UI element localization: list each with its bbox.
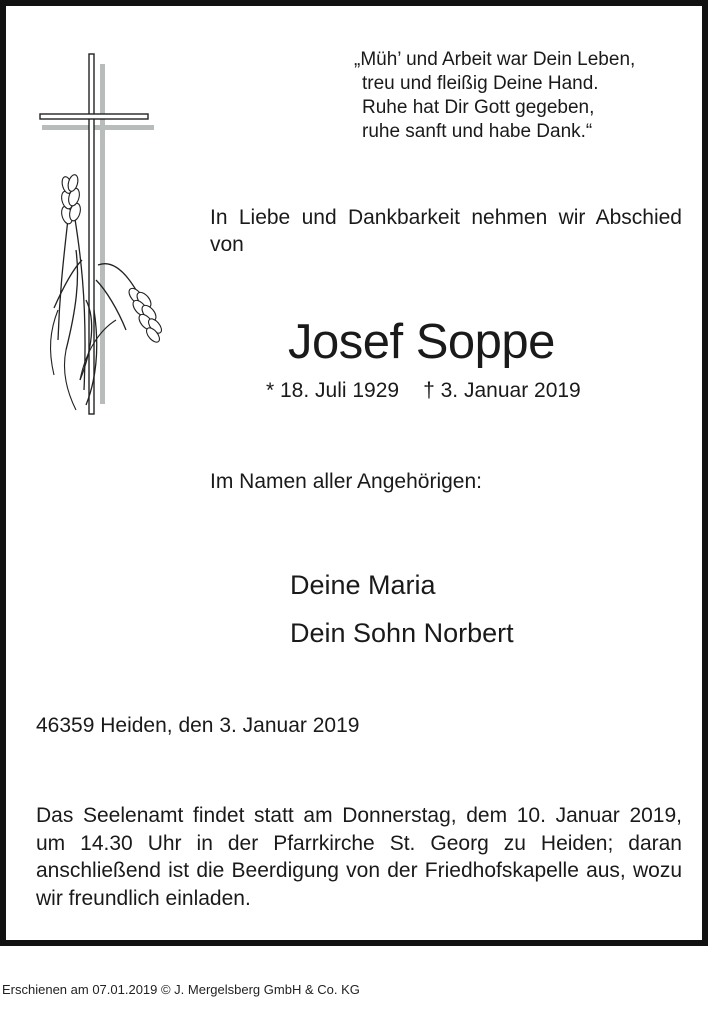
mourner-name: Deine Maria [290,570,436,600]
quote-block [354,48,635,144]
quote-line: ruhe sanft und habe Dank.“ [362,121,593,142]
life-dates [266,379,581,403]
mourners-intro: Im Namen aller Angehörigen: [210,470,482,493]
publication-footer: Erschienen am 07.01.2019 © J. Mergelsberg GmbH & Co. KG [2,982,360,997]
place-date: 46359 Heiden, den 3. Januar 2019 [36,714,360,737]
quote-line: „Müh’ und Arbeit war Dein Leben, [354,49,636,70]
intro-text: In Liebe und Dankbarkeit nehmen wir Abschied von [210,206,682,256]
death-date: † 3. Januar 2019 [423,379,581,402]
service-text: Das Seelenamt findet statt am Donnerstag, dem 10. Januar 2019, um 14.30 Uhr in der Pfarrkirche St. Georg zu Heiden; daran anschließend ist die Beerdigung von der Friedhofskapelle aus, wozu wir freundlich einladen. [36,804,682,910]
mourner-name: Dein Sohn Norbert [290,618,514,648]
birth-date: * 18. Juli 1929 [266,379,400,402]
quote-line: Ruhe hat Dir Gott gegeben, [362,97,595,118]
deceased-name: Josef Soppe [288,315,555,369]
quote-line: treu und fleißig Deine Hand. [362,73,599,94]
cross-with-wheat-icon [36,50,186,422]
